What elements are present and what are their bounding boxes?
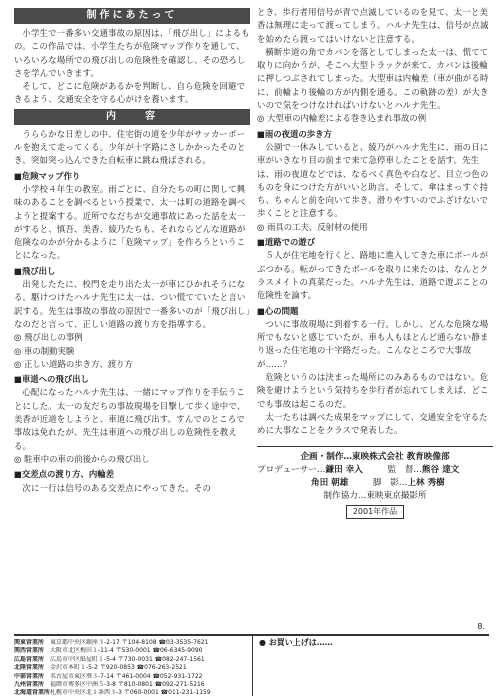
section-title-content: 内 容 [14, 109, 250, 125]
list-item [14, 656, 252, 664]
writer-label: 脚 影… [373, 477, 408, 488]
office-name: 関東営業所 [14, 639, 45, 646]
list-item: ◎ 正しい道路の歩き方、渡り方 [14, 358, 133, 369]
roadway-paragraph: 心配になったハルナ先生は、一緒にマップ作りを手伝うことにした。太一の友だちの事故現場を目撃して歩く途中で、美香が近道をしようと、車道に飛び出す。すんでのところで事故は免れたが、先生は車道への飛び出しの危険性を教える。 [14, 387, 246, 451]
year-row [257, 505, 493, 519]
list-item [14, 647, 252, 655]
heading-heart: ■心の問題 [257, 305, 299, 316]
heading-play: ■道路での遊び [257, 237, 316, 248]
list-item [14, 664, 252, 672]
office-name: 中部営業所 [14, 672, 45, 680]
heading-danger-map: ■危険マップ作り [14, 170, 81, 181]
list-item: ◎ 車の制動実験 [14, 345, 75, 356]
office-address: 金沢市本町１-5-2 〒920-0853 ☎076-263-2521 [50, 664, 187, 672]
page-number: 8. [477, 622, 485, 631]
intersection-paragraph: 次に一行は信号のある交差点にやってきた。その [22, 482, 212, 493]
list-item [14, 673, 252, 681]
office-address: 広島市中区紙屋町１-5-4 〒730-0031 ☎082-247-1561 [50, 655, 205, 663]
order-box [252, 636, 489, 696]
office-name: 関西営業所 [14, 647, 45, 655]
heading-tobidashi: ■飛び出し [14, 265, 56, 276]
order-label: ● お買い上げは…… [259, 638, 333, 647]
director-name: 熊谷 達文 [421, 464, 460, 475]
office-address: 福岡市博多区中洲５-3-8 〒810-0801 ☎092-271-5216 [50, 681, 205, 689]
producer-name: 鎌田 幸入 [325, 464, 363, 475]
producer-label: プロデューサー… [257, 464, 326, 475]
rain-paragraph: 公園で一休みしていると、綾乃がハルナ先生に、雨の日に車がいきなり目の前まで来て急停車したことを話す。先生は、雨の夜道などでは、なるべく真色や白など、目立つ色のものを身につけた方がいいと助言。そして、傘はまっすぐ持ち、ちゃんと前を向いて歩き、滑りやすいのでふざけないで歩くことと注意する。 [257, 141, 489, 219]
intro-paragraph-1: 小学生で一番多い交通事故の原因は、「飛び出し」によるもの。この作品では、小学生たちが危険マップ作りを通して、いろいろな場所での飛び出しの危険性を確認し、その恐ろしさを学んでいきます。 [14, 28, 250, 78]
footer [14, 634, 489, 696]
list-item: ◎ 飛び出しの事例 [14, 332, 83, 343]
heart-paragraph-3: 太一たちは調べた成果をマップにして、交通安全を守るために大事なことをクラスで発表した。 [257, 411, 488, 436]
credit-planning: 企画・制作…東映株式会社 教育映像部 [300, 451, 450, 462]
office-address: 東京都中央区銀座３-2-17 〒104-8108 ☎03-3535-7621 [50, 639, 209, 646]
heading-roadway: ■車道への飛び出し [14, 374, 89, 385]
credit-row-writer [257, 477, 493, 490]
tobidashi-paragraph: 出発したたに、校門を走り出た太一が車にひかれそうになる。駆けつけたハルナ先生に太一は、つい慌てていたと言い訳する。先生は事故の事故の原因で一番多いのが「飛び出し」なのだと言って、正しい道路の渡り方を指導する。 [14, 279, 250, 329]
heading-intersection: ■交差点の渡り方、内輪差 [14, 469, 115, 480]
truck-paragraph: 横断歩道の角でカバンを落としてしまった太一は、慌てて取りに向かうが、そこへ大型トラックが来て、カバンは後輪に押しつぶされてしまった。大型車は内輪差（車が曲がる時に、前輪より後輪の方が内側を通る。この軌跡の差）が大きいので気をつけなければいけないとハルナ先生。 [257, 46, 489, 111]
map-paragraph: 小学校４年生の教室。雨ごとに、自分たちの町に関して興味のあることを調べるという授業で、太一は町の道路を調べようと提案する。近所でなだちが交通事故にあった話を太一がすると、慎吾、美香、綾乃たちも、それならどんな道路が危険なのかが分かるように「危険マップ」を作ろうということになった。 [14, 183, 246, 261]
list-item: ◎ 駐車中の車の前後からの飛び出し [14, 453, 150, 464]
right-column [257, 6, 493, 519]
writer-name: 角田 朝雄 [311, 477, 349, 488]
heart-paragraph-1: ついに事故現場に到着する一行。しかし、どんな危険な場所でもないと感じていたが、車も人もほとんど通らない静まり返った住宅地の十字路だった。こんなところで大事故が……？ [257, 318, 489, 369]
office-name: 九州営業所 [14, 681, 45, 689]
list-item [14, 681, 252, 689]
section-title-making: 制作にあたって [14, 8, 250, 24]
office-address: 大阪市北区梅田１-11-4 〒530-0001 ☎06-6345-9090 [50, 647, 203, 655]
year-badge: 2001年作品 [346, 505, 404, 519]
office-list [14, 636, 252, 696]
list-item: ◎ 大型車の内輪差による巻き込まれ事故の例 [257, 113, 427, 124]
content-paragraph-1: うららかな日差しの中、住宅街の道を少年がサッカーボールを抱えて走ってくる。少年が十字路にさしかかったそのとき、突如突っ込んできた自転車に跳ね飛ばされる。 [14, 128, 246, 166]
credit-cooperation: 制作協力…東映東京撮影所 [323, 490, 427, 501]
heading-rain: ■雨の夜道の歩き方 [257, 128, 332, 139]
continued-paragraph: とき、歩行者用信号が青で点滅しているのを見て、太一と美香は無理に走って渡ってしまう。ハルナ先生は、信号が点滅を始めたら渡ってはいけないと注意する。 [257, 7, 489, 44]
credit-row-producer [257, 464, 493, 477]
office-name: 広島営業所 [14, 655, 45, 663]
list-item: ◎ 雨具の工夫、反射材の使用 [257, 221, 368, 232]
credits-block [257, 446, 493, 519]
left-column [14, 6, 250, 495]
list-item [14, 689, 252, 697]
office-address: 名古屋市東区葵３-7-14 〒461-0004 ☎052-931-1722 [50, 672, 203, 680]
play-paragraph: ５人が住宅地を行くと、路地に進入してきた車にボールがぶつかる。転がってきたボールを取りに来たのは、なんとクラスメイトの真菜だった。ハルナ先生は、道路で遊ぶことの危険性を論す。 [257, 250, 489, 301]
camera-name: 上林 秀樹 [407, 477, 445, 488]
office-name: 北海道営業所 [14, 689, 51, 697]
list-item [14, 639, 252, 647]
office-name: 北陸営業所 [14, 664, 45, 672]
director-label: 監 督… [387, 464, 422, 475]
office-address: 札幌市中央区北１条西３-3 〒060-0001 ☎011-231-1159 [50, 689, 211, 697]
heart-paragraph-2: 危険というのは決まった場所にのみあるものではない。危険を避けようという気持ちを歩行者が忘れてしまえば、どこでも事故は起こるのだ。 [257, 372, 489, 409]
intro-paragraph-2: そして、どこに危険があるかを判断し、自ら危険を回避できるよう、交通安全を守る心がけを養います。 [14, 81, 246, 105]
